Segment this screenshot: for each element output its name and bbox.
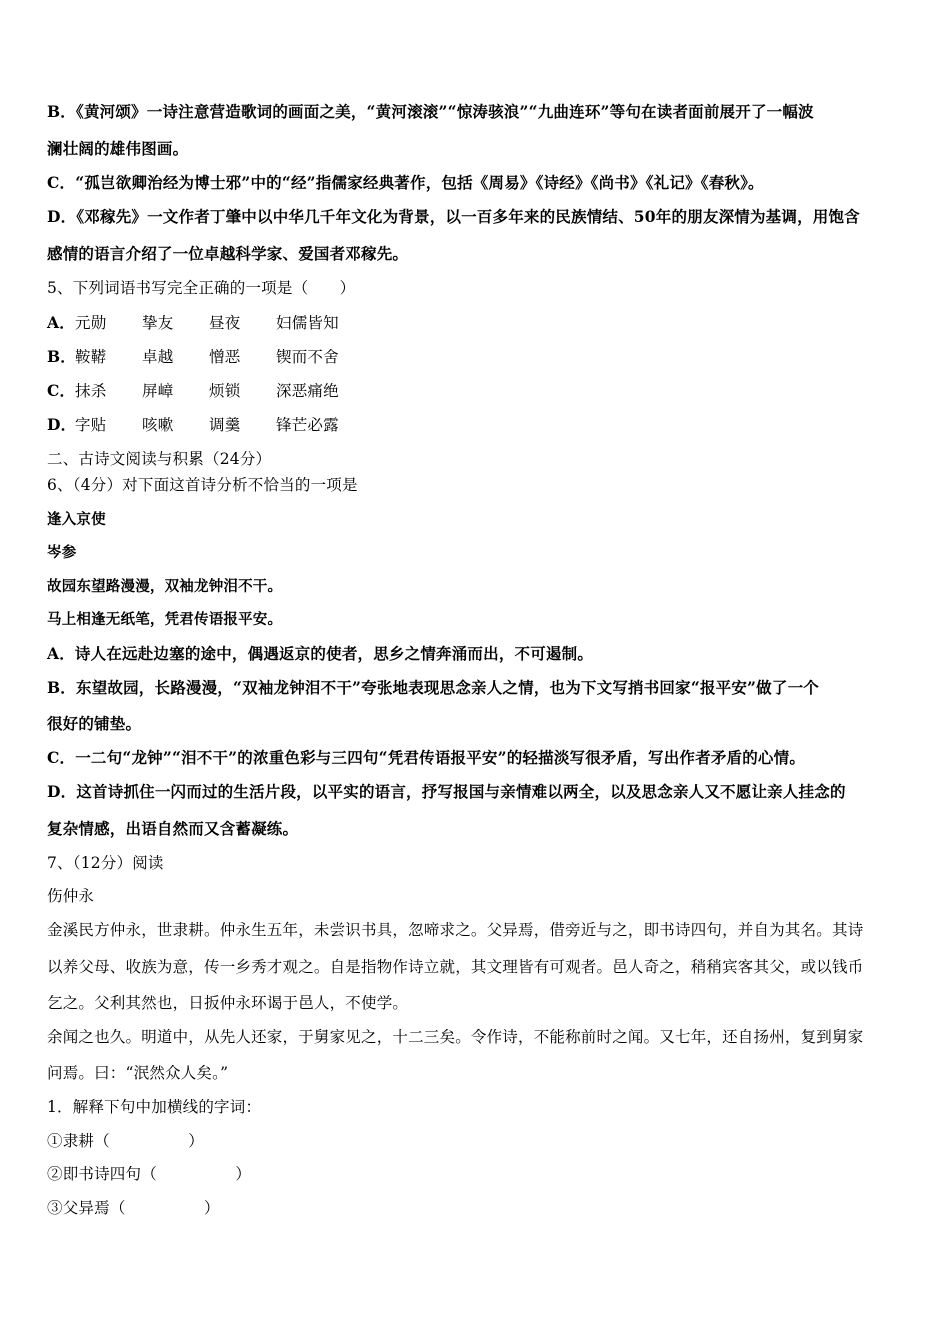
passage-p2-line1: 余闻之也久。明道中，从先人还家，于舅家见之，十二三矣。令作诗，不能称前时之闻。又七年，还自扬州，复到舅家 (47, 1028, 864, 1046)
q5-word: 烦锁 (209, 382, 241, 400)
q6-option-b-line1: B．东望故园，长路漫漫，“双袖龙钟泪不干”夸张地表现思念亲人之情，也为下文写捎书回家“报平安”做了一个 (47, 678, 819, 697)
poem-line: 故园东望路漫漫，双袖龙钟泪不干。 (47, 579, 283, 595)
item-label: ③父异焉 (47, 1199, 110, 1217)
q5-word: 鞍鞯 (75, 348, 107, 366)
q4-option-c: C．“孤岂欲卿治经为博士邪”中的“经”指儒家经典著作，包括《周易》《诗经》《尚书》《礼记》《春秋》。 (47, 173, 764, 192)
q6-option-a: A．诗人在远赴边塞的途中，偶遇返京的使者，思乡之情奔涌而出，不可遏制。 (47, 644, 594, 663)
q5-option-d (47, 415, 339, 435)
q7-item-1 (47, 1131, 204, 1151)
q7-stem: 7、（12分）阅读 (47, 854, 164, 872)
q6-option-d-line1: D．这首诗抓住一闪而过的生活片段，以平实的语言，抒写报国与亲情难以两全，以及思念亲人又不愿让亲人挂念的 (47, 782, 846, 801)
q4-option-b-line1: B．《黄河颂》一诗注意营造歌词的画面之美，“黄河滚滚”“惊涛骇浪”“九曲连环”等句在读者面前展开了一幅波 (47, 102, 814, 121)
q6-option-c: C．一二句“龙钟”“泪不干”的浓重色彩与三四句“凭君传语报平安”的轻描淡写很矛盾，写出作者矛盾的心情。 (47, 748, 806, 767)
q5-option-key: B． (47, 347, 77, 366)
q5-word: 调羹 (209, 416, 241, 434)
q7-item-2 (47, 1164, 251, 1184)
item-label: ①隶耕 (47, 1132, 95, 1150)
q5-option-b (47, 347, 339, 367)
q5-word: 挚友 (142, 314, 174, 332)
q5-word: 屏嶂 (142, 382, 174, 400)
q4-option-d-line2: 感情的语言介绍了一位卓越科学家、爱国者邓稼先。 (47, 244, 409, 263)
passage-p1-line3: 乞之。父利其然也，日扳仲永环谒于邑人，不使学。 (47, 994, 409, 1012)
passage-title: 伤仲永 (47, 887, 95, 905)
section-heading: 二、古诗文阅读与积累（24分） (47, 450, 272, 468)
q7-sub1-stem: 1．解释下句中加横线的字词： (47, 1098, 262, 1116)
q5-word: 元勋 (75, 314, 107, 332)
answer-blank[interactable]: （ ） (94, 1132, 205, 1150)
q7-item-3 (47, 1198, 220, 1218)
answer-blank[interactable]: （ ） (109, 1199, 220, 1217)
q5-word: 卓越 (142, 348, 174, 366)
q5-word: 昼夜 (209, 314, 241, 332)
q6-stem: 6、（4分）对下面这首诗分析不恰当的一项是 (47, 476, 358, 494)
q6-option-d-line2: 复杂情感，出语自然而又含蓄凝练。 (47, 819, 299, 838)
passage-p1-line2: 以养父母、收族为意，传一乡秀才观之。自是指物作诗立就，其文理皆有可观者。邑人奇之，稍稍宾客其父，或以钱币 (47, 958, 864, 976)
poem-author: 岑参 (47, 545, 77, 561)
q5-word: 字贴 (75, 416, 107, 434)
q5-option-c (47, 381, 339, 401)
poem-line: 马上相逢无纸笔，凭君传语报平安。 (47, 612, 283, 628)
q5-word: 咳嗽 (142, 416, 174, 434)
q5-word: 锋芒必露 (276, 416, 339, 434)
passage-p2-line2: 问焉。曰：“泯然众人矣。” (47, 1064, 229, 1082)
item-label: ②即书诗四句 (47, 1165, 142, 1183)
q6-option-b-line2: 很好的铺垫。 (47, 714, 142, 733)
q5-word: 妇儒皆知 (276, 314, 339, 332)
q5-word: 憎恶 (209, 348, 241, 366)
answer-blank[interactable]: （ ） (141, 1165, 252, 1183)
q4-option-b-line2: 澜壮阔的雄伟图画。 (47, 139, 189, 158)
q5-word: 锲而不舍 (276, 348, 339, 366)
q5-stem: 5、下列词语书写完全正确的一项是（ ） (47, 279, 356, 297)
q5-option-key: C． (47, 381, 76, 400)
q5-word: 深恶痛绝 (276, 382, 339, 400)
poem-title: 逢入京使 (47, 512, 106, 528)
q4-option-d-line1: D．《邓稼先》一文作者丁肇中以中华几千年文化为背景，以一百多年来的民族情结、50年的朋友深情为基调，用饱含 (47, 207, 860, 226)
passage-p1-line1: 金溪民方仲永，世隶耕。仲永生五年，未尝识书具，忽啼求之。父异焉，借旁近与之，即书诗四句，并自为其名。其诗 (47, 921, 864, 939)
q5-option-a (47, 313, 339, 333)
q5-option-key: D． (47, 415, 77, 434)
q5-word: 抹杀 (75, 382, 107, 400)
q5-option-key: A． (47, 313, 75, 332)
